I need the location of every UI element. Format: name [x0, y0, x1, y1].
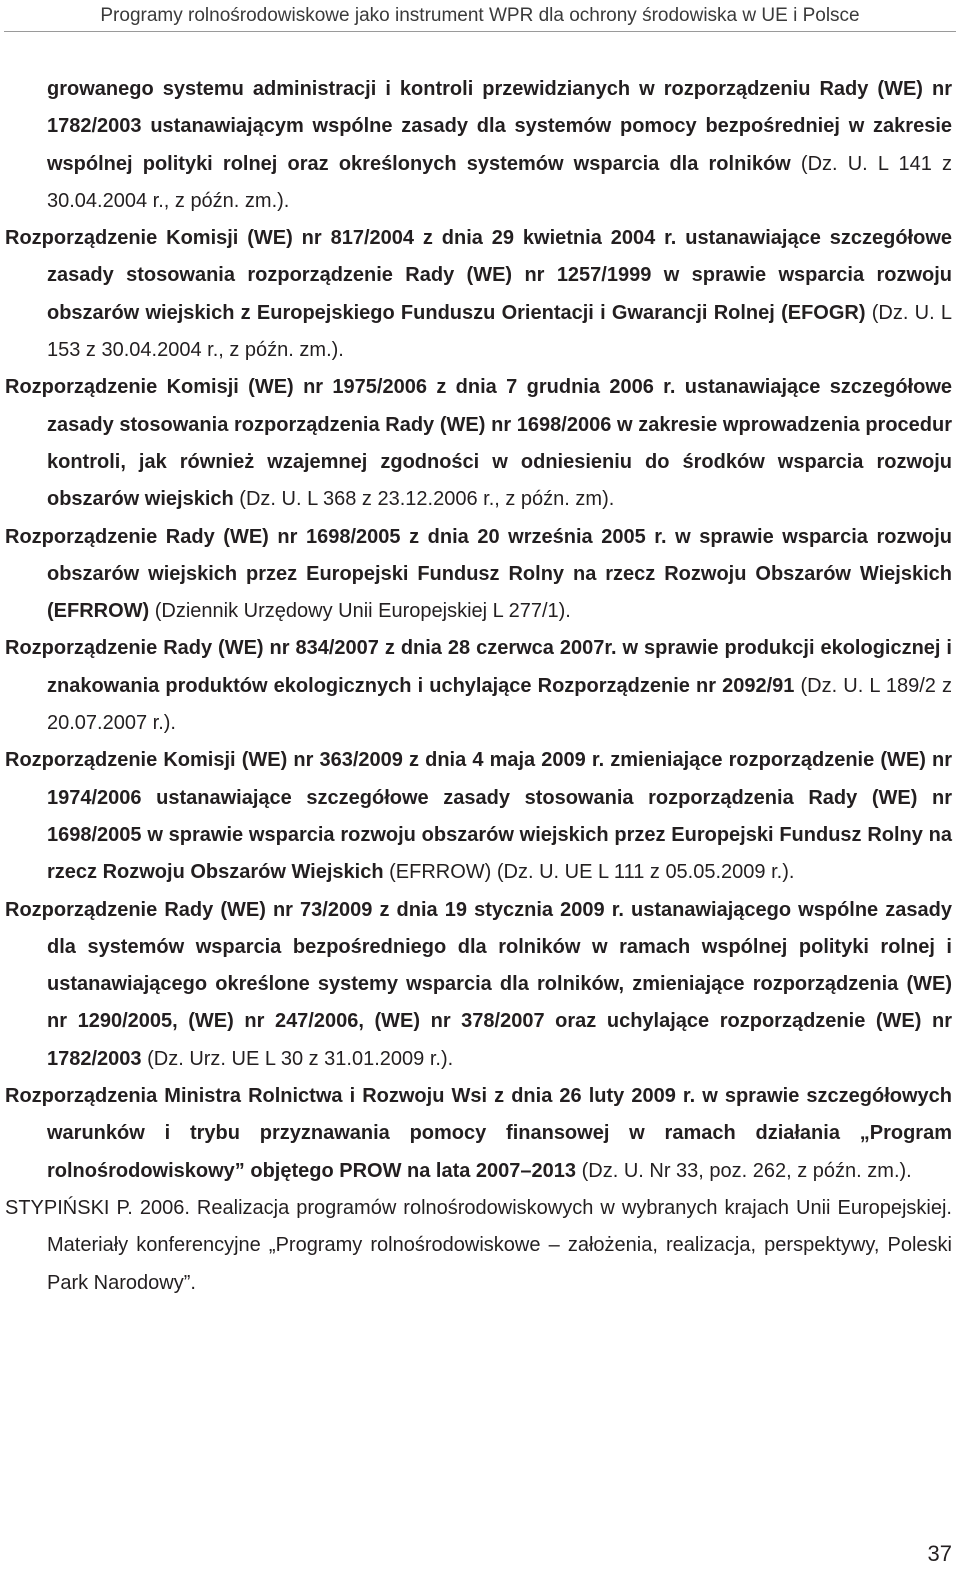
reference-title: Rozporządzenie Rady (WE) nr 1698/2005 z dnia 20 września 2005 r. w sprawie wsparcia rozwoju obszarów wiejskich przez Europejski Fundusz Rolny na rzecz Rozwoju Obszarów Wiejskich (EFRROW): [5, 525, 952, 623]
reference-source: (Dz. U. L 189/2 z 20.07.2007 r.).: [47, 674, 953, 735]
reference-source: (Dz. U. L 368 z 23.12.2006 r., z późn. zm).: [233, 488, 615, 511]
reference-source: (EFRROW) (Dz. U. UE L 111 z 05.05.2009 r.).: [383, 861, 795, 884]
reference-entry: [5, 71, 952, 220]
reference-title: Rozporządzenie Komisji (WE) nr 1975/2006 z dnia 7 grudnia 2006 r. ustanawiające szczegółowe zasady stosowania rozporządzenia Rady (WE) nr 1698/2006 w zakresie wprowadzenia procedur kontroli, jak również wzajemnej zgodności w odniesieniu do środków wsparcia rozwoju obszarów wiejskich: [5, 376, 952, 511]
reference-source: (Dziennik Urzędowy Unii Europejskiej L 277/1).: [149, 600, 571, 623]
reference-title: Rozporządzenie Komisji (WE) nr 363/2009 z dnia 4 maja 2009 r. zmieniające rozporządzenie (WE) nr 1974/2006 ustanawiające szczegółowe zasady stosowania rozporządzenia Rady (WE) nr 1698/2005 w sprawie wsparcia rozwoju obszarów wiejskich przez Europejski Fundusz Rolny na rzecz Rozwoju Obszarów Wiejskich: [5, 749, 952, 884]
reference-entry: [5, 630, 952, 742]
reference-source: (Dz. Urz. UE L 30 z 31.01.2009 r.).: [141, 1047, 454, 1070]
reference-entry: [5, 220, 952, 369]
reference-title: growanego systemu administracji i kontroli przewidzianych w rozporządzeniu Rady (WE) nr 1782/2003 ustanawiającym wspólne zasady dla systemów pomocy bezpośredniej w zakresie wspólnej polityki rolnej oraz określonych systemów wsparcia dla rolników: [47, 78, 952, 175]
reference-list: [5, 71, 952, 1302]
reference-entry: [5, 892, 952, 1078]
reference-entry: [5, 1078, 952, 1190]
reference-entry: [5, 742, 952, 891]
reference-source: (Dz. U. L 153 z 30.04.2004 r., z późn. zm.).: [47, 301, 953, 362]
running-header: [0, 0, 960, 30]
reference-source: (Dz. U. Nr 33, poz. 262, z późn. zm.).: [576, 1159, 912, 1182]
reference-entry: [5, 1190, 952, 1302]
running-title: Programy rolnośrodowiskowe jako instrument WPR dla ochrony środowiska w UE i Polsce: [100, 5, 860, 26]
reference-title: Rozporządzenie Komisji (WE) nr 817/2004 z dnia 29 kwietnia 2004 r. ustanawiające szczegółowe zasady stosowania rozporządzenie Rady (WE) nr 1257/1999 w sprawie wsparcia rozwoju obszarów wiejskich z Europejskiego Funduszu Orientacji i Gwarancji Rolnej (EFOGR): [5, 227, 952, 324]
reference-source: STYPIŃSKI P. 2006. Realizacja programów rolnośrodowiskowych w wybranych krajach Unii Europejskiej. Materiały konferencyjne „Programy rolnośrodowiskowe – założenia, realizacja, perspektywy, Poleski Park Narodowy”.: [5, 1196, 952, 1294]
reference-title: Rozporządzenie Rady (WE) nr 834/2007 z dnia 28 czerwca 2007r. w sprawie produkcji ekologicznej i znakowania produktów ekologicznych i uchylające Rozporządzenie nr 2092/91: [5, 637, 952, 697]
reference-entry: [5, 519, 952, 631]
reference-source: (Dz. U. L 141 z 30.04.2004 r., z późn. zm.).: [47, 152, 952, 212]
reference-title: Rozporządzenie Rady (WE) nr 73/2009 z dnia 19 stycznia 2009 r. ustanawiającego wspólne zasady dla systemów wsparcia bezpośredniego dla rolników w ramach wspólnej polityki rolnej i ustanawiającego określone systemy wsparcia dla rolników, zmieniające rozporządzenia (WE) nr 1290/2005, (WE) nr 247/2006, (WE) nr 378/2007 oraz uchylające rozporządzenie (WE) nr 1782/2003: [5, 898, 952, 1070]
page-number: 37: [927, 1541, 952, 1566]
header-divider: [4, 31, 956, 32]
reference-entry: [5, 369, 952, 518]
reference-title: Rozporządzenia Ministra Rolnictwa i Rozwoju Wsi z dnia 26 luty 2009 r. w sprawie szczegółowych warunków i trybu przyznawania pomocy finansowej w ramach działania „Program rolnośrodowiskowy” objętego PROW na lata 2007–2013: [5, 1085, 952, 1182]
